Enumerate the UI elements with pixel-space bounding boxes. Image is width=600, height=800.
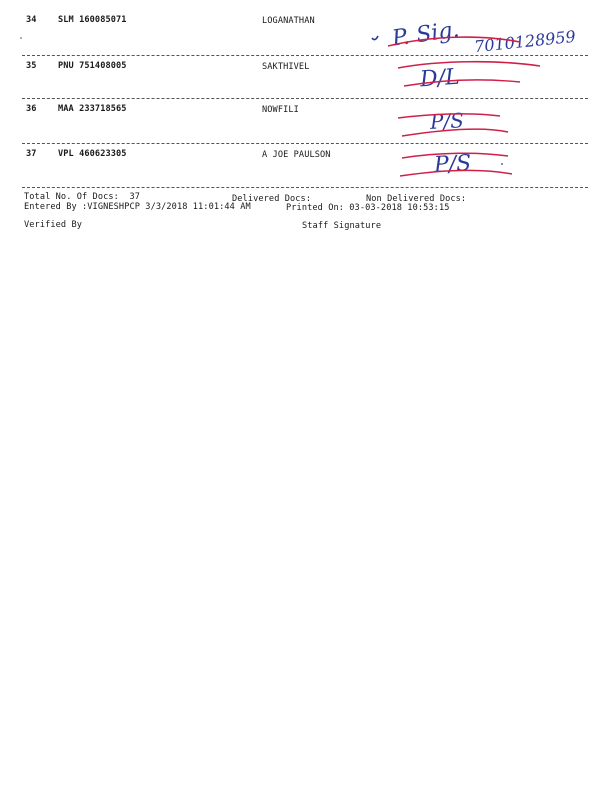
verified-by-label: Verified By: [24, 220, 83, 230]
row-34-divider: [22, 55, 588, 56]
row-37-name: A JOE PAULSON: [262, 150, 331, 160]
row-34-handwritten-note: P. Sig.: [390, 17, 461, 52]
row-34-number: 34: [26, 15, 37, 25]
row-37-code: VPL 460623305: [58, 149, 127, 159]
delivered-docs-label: Delivered Docs:: [232, 194, 312, 204]
row-34-name: LOGANATHAN: [262, 16, 315, 26]
non-delivered-docs-label: Non Delivered Docs:: [366, 194, 467, 204]
row-37-handwritten-mark: P/S: [433, 151, 472, 178]
row-36-number: 36: [26, 104, 37, 114]
total-docs-count: Total No. Of Docs: 37: [24, 192, 141, 202]
row-36-code: MAA 233718565: [58, 104, 127, 114]
row-35-code: PNU 751408005: [58, 61, 127, 71]
row-35-divider: [22, 98, 588, 99]
row-36-handwritten-mark: P/S: [429, 108, 465, 134]
row-35-name: SAKTHIVEL: [262, 62, 310, 72]
printed-on-timestamp: Printed On: 03-03-2018 10:53:15: [286, 203, 450, 213]
row-37-number: 37: [26, 149, 37, 159]
row-36-divider: [22, 143, 588, 144]
row-34-code: SLM 160085071: [58, 15, 127, 25]
stray-mark-dot: [20, 37, 22, 39]
row-37-divider: [22, 187, 588, 188]
row-36-name: NOWFILI: [262, 105, 299, 115]
row-34-tick-mark: [372, 36, 378, 40]
row-35-handwritten-mark: D/L: [419, 64, 461, 93]
stray-mark-dot: [501, 163, 503, 165]
entered-by-line: Entered By :VIGNESHPCP 3/3/2018 11:01:44 AM: [24, 202, 251, 212]
row-35-number: 35: [26, 61, 37, 71]
row-34-handwritten-phone: 7010128959: [473, 26, 577, 57]
staff-signature-label: Staff Signature: [302, 221, 382, 231]
